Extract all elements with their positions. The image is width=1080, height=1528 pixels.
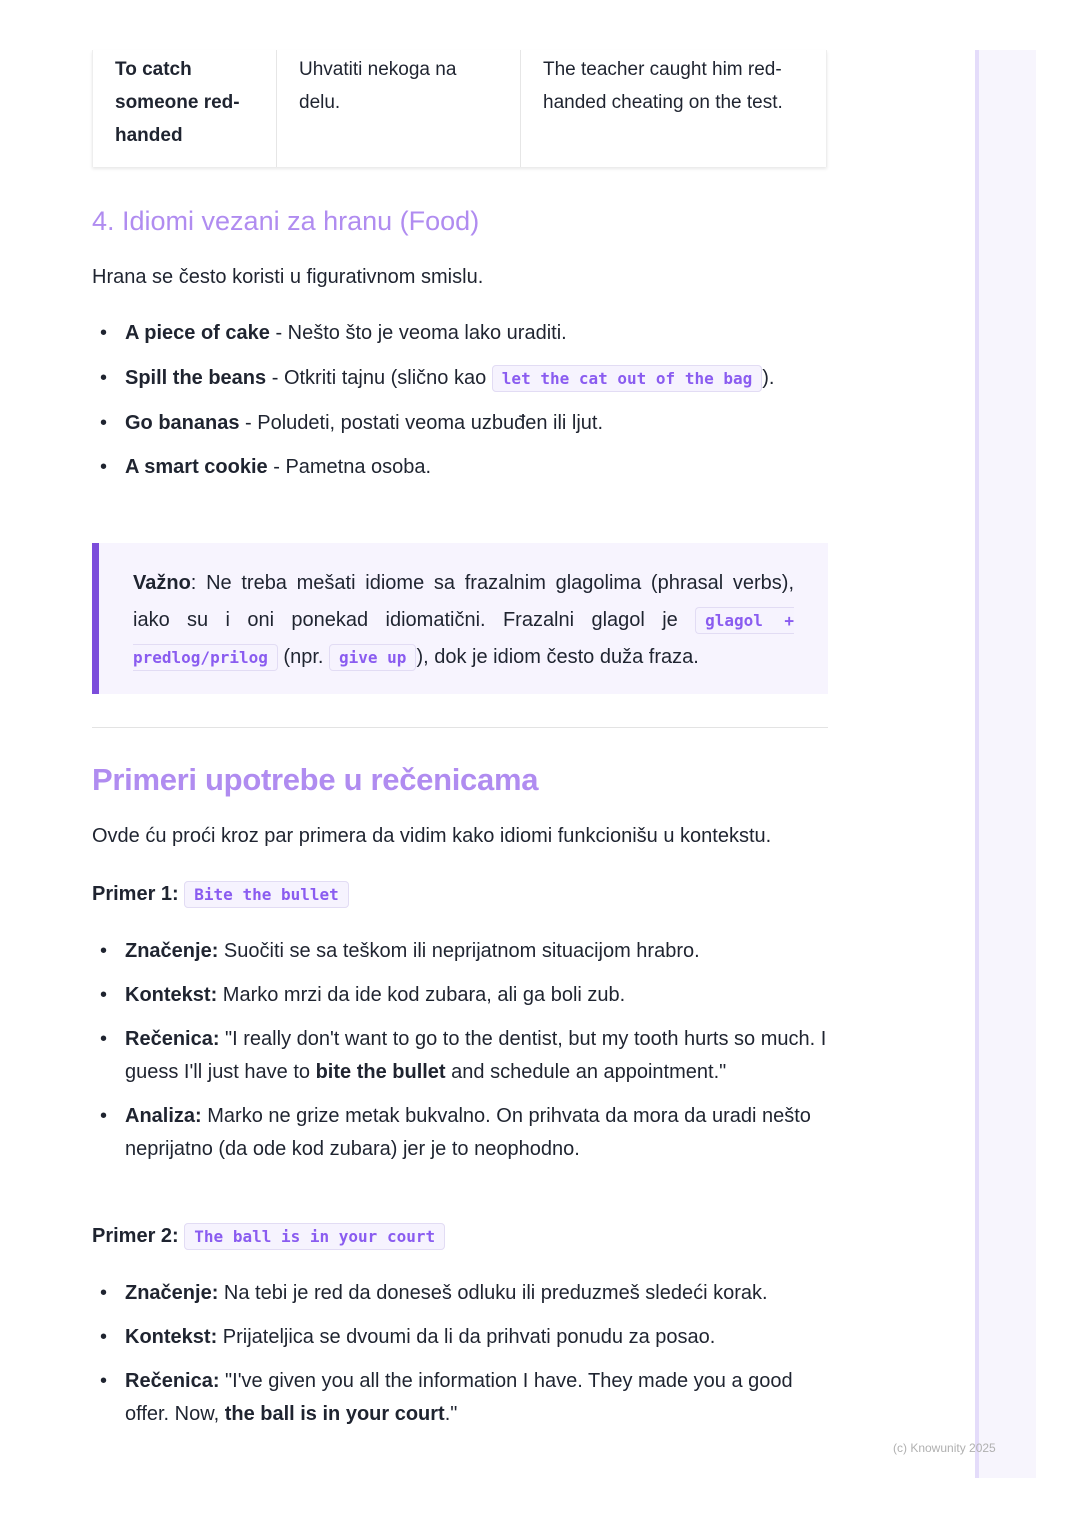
inline-code: The ball is in your court xyxy=(184,1223,445,1250)
item-label: Kontekst: xyxy=(125,1326,218,1348)
inline-code: let the cat out of the bag xyxy=(492,365,762,392)
item-text-end: ." xyxy=(444,1403,458,1425)
bullet-icon: • xyxy=(100,1105,108,1127)
important-note-callout xyxy=(92,543,828,694)
idiom-highlight: bite the bullet xyxy=(315,1061,446,1083)
list-item xyxy=(92,451,828,484)
item-text: Marko ne grize metak bukvalno. On prihvata da mora da uradi nešto neprijatno (da ode kod zubara) jer je to neophodno. xyxy=(125,1105,811,1160)
bullet-icon: • xyxy=(100,322,108,344)
item-label: Analiza: xyxy=(125,1105,202,1127)
examples-section-intro: Ovde ću proći kroz par primera da vidim kako idiomi funkcionišu u kontekstu. xyxy=(92,825,772,847)
list-item xyxy=(92,1321,828,1354)
primer-1-list xyxy=(92,935,828,1177)
table-cell-translation: Uhvatiti nekoga na delu. xyxy=(277,50,521,167)
separator: - xyxy=(269,322,288,344)
item-label: Značenje: xyxy=(125,1282,219,1304)
inline-code: glagol + predlog/prilog xyxy=(133,607,794,671)
idiom-meaning: Otkriti tajnu (slično kao xyxy=(283,367,492,389)
idiom-term: A piece of cake xyxy=(125,322,270,344)
list-item xyxy=(92,979,828,1012)
idiom-term: Spill the beans xyxy=(125,367,267,389)
bullet-icon: • xyxy=(100,1282,108,1304)
idiom-meaning: Nešto što je veoma lako uraditi. xyxy=(287,322,567,344)
idiom-meaning: Poludeti, postati veoma uzbuđen ili ljut. xyxy=(257,412,604,434)
copyright-footer: (c) Knowunity 2025 xyxy=(893,1441,996,1455)
bullet-icon: • xyxy=(100,1028,108,1050)
separator: - xyxy=(239,412,258,434)
examples-section-heading: Primeri upotrebe u rečenicama xyxy=(92,762,539,797)
idiom-table-row xyxy=(92,50,827,167)
table-cell-example: The teacher caught him red-handed cheating on the test. xyxy=(543,59,783,113)
item-text: "I've given you all the information I have. They made you a good offer. Now, xyxy=(125,1370,793,1425)
food-section-heading: 4. Idiomi vezani za hranu (Food) xyxy=(92,206,480,236)
bullet-icon: • xyxy=(100,412,108,434)
inline-code: Bite the bullet xyxy=(184,881,349,908)
item-text: Na tebi je red da doneseš odluku ili preduzmeš sledeći korak. xyxy=(218,1282,768,1304)
list-item xyxy=(92,407,828,440)
primer-label: Primer 2: xyxy=(92,1225,179,1247)
idiom-meaning: Pametna osoba. xyxy=(285,456,432,478)
list-item xyxy=(92,1023,828,1089)
idiom-meaning-end: ). xyxy=(762,367,775,389)
bullet-icon: • xyxy=(100,1326,108,1348)
item-text-end: and schedule an appointment." xyxy=(445,1061,727,1083)
note-label: Važno xyxy=(133,572,191,594)
idiom-highlight: the ball is in your court xyxy=(224,1403,445,1425)
list-item xyxy=(92,317,828,350)
list-item xyxy=(92,361,828,396)
note-text: (npr. xyxy=(277,646,329,668)
separator: - xyxy=(266,367,284,389)
separator: - xyxy=(267,456,286,478)
primer-1-heading xyxy=(92,878,349,911)
idiom-term: A smart cookie xyxy=(125,456,268,478)
list-item xyxy=(92,1100,828,1166)
item-label: Značenje: xyxy=(125,940,219,962)
primer-2-heading xyxy=(92,1220,445,1253)
primer-label: Primer 1: xyxy=(92,883,179,905)
list-item xyxy=(92,1365,828,1431)
item-label: Rečenica: xyxy=(125,1028,220,1050)
bullet-icon: • xyxy=(100,940,108,962)
list-item xyxy=(92,935,828,968)
list-item xyxy=(92,1277,828,1310)
idiom-term: Go bananas xyxy=(125,412,240,434)
food-idiom-list xyxy=(92,317,828,495)
item-label: Kontekst: xyxy=(125,984,218,1006)
table-cell-idiom: To catch someone red-handed xyxy=(93,50,277,167)
inline-code: give up xyxy=(329,644,416,671)
bullet-icon: • xyxy=(100,984,108,1006)
note-text: : Ne treba mešati idiome sa frazalnim glagolima (phrasal verbs), iako su i oni ponekad idiomatični. Frazalni glagol je xyxy=(133,572,794,631)
section-divider xyxy=(92,727,828,728)
bullet-icon: • xyxy=(100,456,108,478)
note-text: ), dok je idiom često duža fraza. xyxy=(416,646,699,668)
item-text: "I really don't want to go to the dentist, but my tooth hurts so much. I guess I'll just have to xyxy=(125,1028,827,1083)
food-section-intro: Hrana se često koristi u figurativnom smislu. xyxy=(92,266,484,288)
item-text: Prijateljica se dvoumi da li da prihvati ponudu za posao. xyxy=(217,1326,716,1348)
right-margin-rail xyxy=(975,50,1036,1478)
item-text: Marko mrzi da ide kod zubara, ali ga boli zub. xyxy=(217,984,626,1006)
primer-2-list xyxy=(92,1277,828,1442)
bullet-icon: • xyxy=(100,367,108,389)
item-text: Suočiti se sa teškom ili neprijatnom situacijom hrabro. xyxy=(218,940,700,962)
bullet-icon: • xyxy=(100,1370,108,1392)
item-label: Rečenica: xyxy=(125,1370,220,1392)
